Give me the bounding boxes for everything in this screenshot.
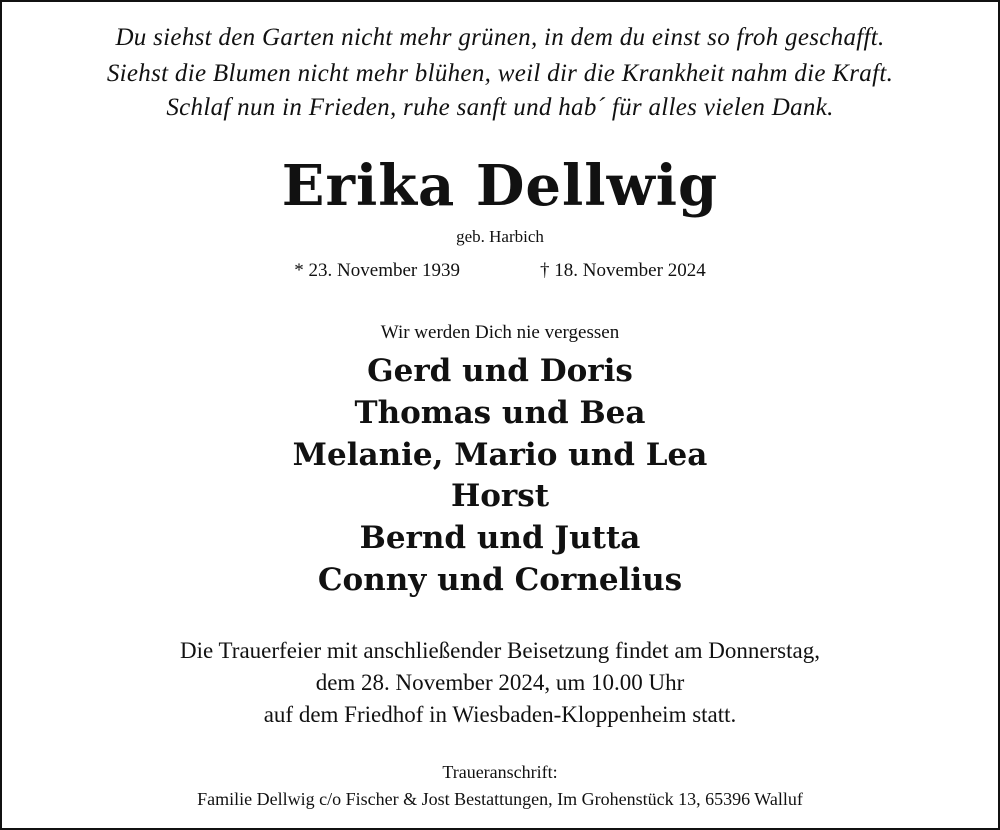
poem-line: Schlaf nun in Frieden, ruhe sanft und hab´ für alles vielen Dank. <box>166 94 834 121</box>
mourner-name: Conny und Cornelius <box>317 562 683 598</box>
mourner-name: Gerd und Doris <box>367 353 633 389</box>
service-info-line: auf dem Friedhof in Wiesbaden-Kloppenheim statt. <box>263 702 737 727</box>
mourner-name: Horst <box>450 478 550 514</box>
death-date: † 18. November 2024 <box>540 260 706 281</box>
poem-line: Du siehst den Garten nicht mehr grünen, in dem du einst so froh geschafft. <box>115 24 885 51</box>
service-info-line: Die Trauerfeier mit anschließender Beisetzung findet am Donnerstag, <box>180 638 820 663</box>
address-label: Traueranschrift: <box>442 762 558 782</box>
mourner-name: Melanie, Mario und Lea <box>292 437 708 473</box>
mourners-intro: Wir werden Dich nie vergessen <box>380 322 620 343</box>
maiden-name: geb. Harbich <box>456 227 544 246</box>
deceased-name: Erika Dellwig <box>281 153 719 219</box>
poem-line: Siehst die Blumen nicht mehr blühen, weil dir die Krankheit nahm die Kraft. <box>106 60 894 87</box>
mourning-address: Familie Dellwig c/o Fischer & Jost Bestattungen, Im Grohenstück 13, 65396 Walluf <box>197 789 803 809</box>
life-dates <box>2 260 998 282</box>
service-info-line: dem 28. November 2024, um 10.00 Uhr <box>315 670 685 695</box>
mourner-name: Thomas und Bea <box>354 395 646 431</box>
mourner-name: Bernd und Jutta <box>359 520 641 556</box>
birth-date: * 23. November 1939 <box>294 260 460 281</box>
